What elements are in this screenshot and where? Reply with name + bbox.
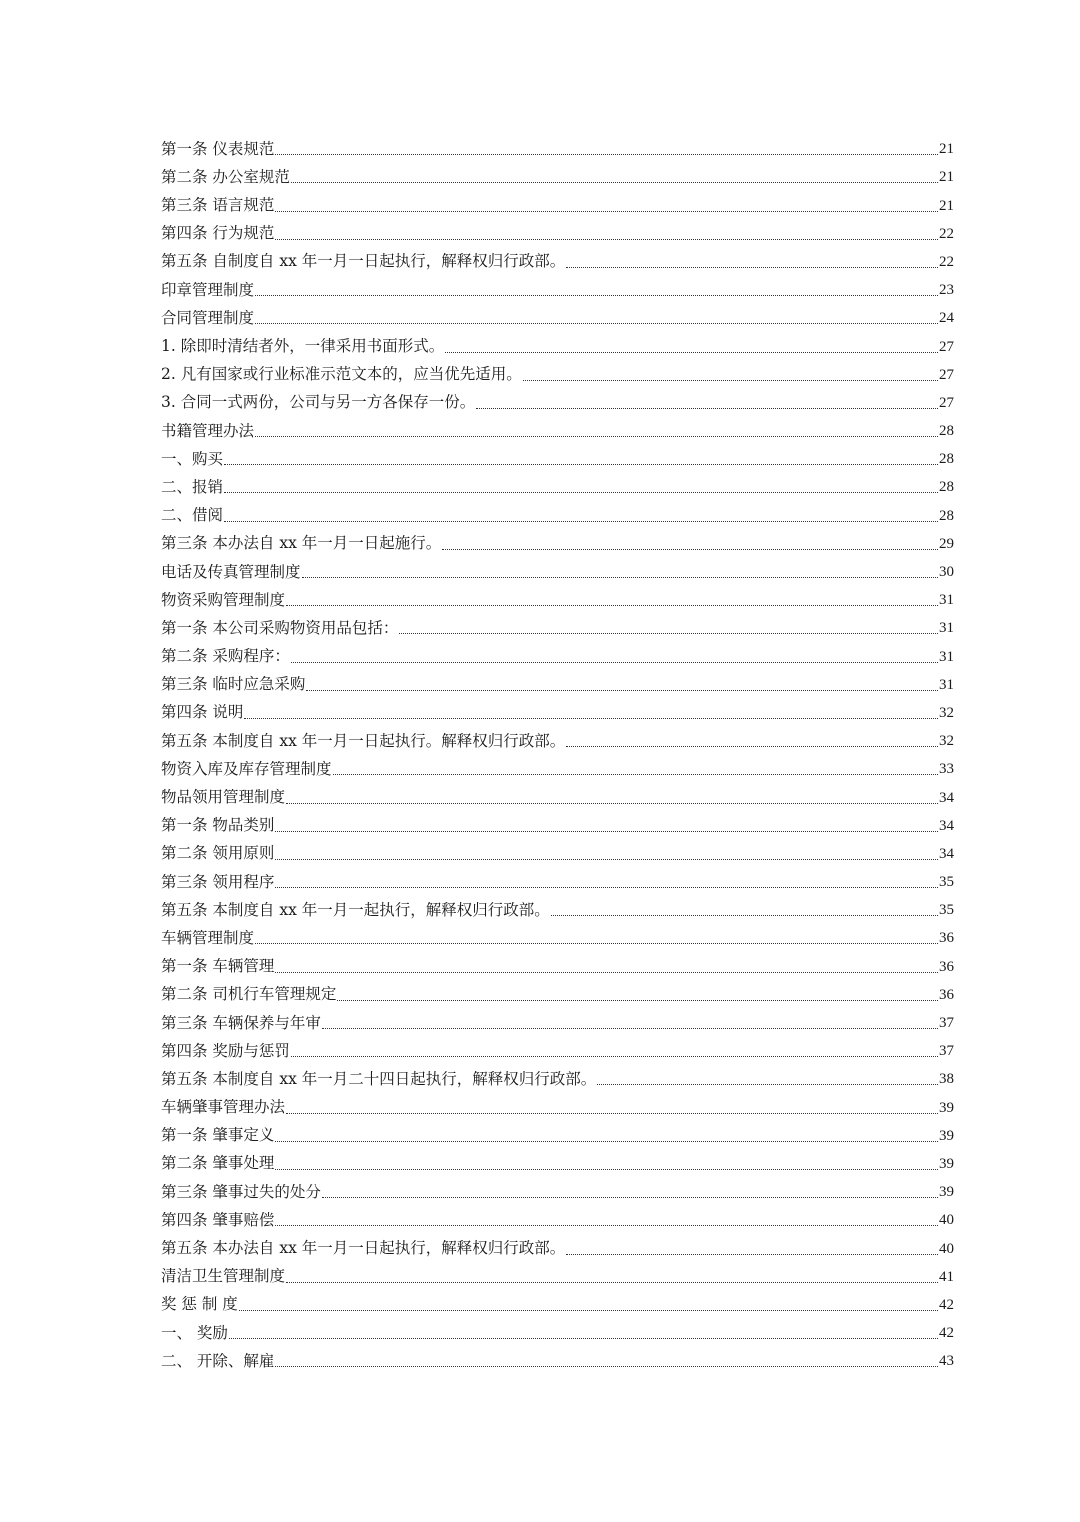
toc-entry-page-number: 22 [939,225,954,242]
toc-entry-title: 第四条 肇事赔偿 [161,1210,275,1229]
toc-entry-title: 物品领用管理制度 [161,788,286,806]
toc-dot-leader [399,633,938,634]
toc-dot-leader [322,1028,938,1029]
toc-entry-page-number: 39 [939,1184,954,1201]
toc-entry[interactable] [161,612,954,640]
toc-entry-title: 第一条 仪表规范 [161,139,275,158]
toc-entry[interactable] [161,669,954,697]
toc-entry-title: 一、 奖励 [161,1323,228,1342]
toc-dot-leader [337,1000,938,1001]
toc-entry-page-number: 39 [939,1127,954,1144]
toc-dot-leader [244,718,938,719]
toc-entry-page-number: 27 [939,366,954,383]
toc-entry[interactable] [161,133,954,161]
toc-dot-leader [523,380,938,381]
toc-dot-leader [322,1197,938,1198]
toc-entry[interactable] [161,1148,954,1176]
toc-entry-title: 第五条 本制度自 xx 年一月一起执行，解释权归行政部。 [161,900,550,919]
toc-entry-page-number: 28 [939,451,954,468]
toc-entry[interactable] [161,302,954,330]
toc-entry-page-number: 36 [939,986,954,1003]
toc-entry-page-number: 31 [939,620,954,637]
toc-dot-leader [255,436,938,437]
toc-entry-title: 第二条 办公室规范 [161,167,290,186]
toc-entry-title: 第三条 临时应急采购 [161,675,306,694]
toc-entry[interactable] [161,218,954,246]
toc-entry[interactable] [161,499,954,527]
toc-entry-page-number: 32 [939,733,954,750]
toc-entry-page-number: 34 [939,817,954,834]
toc-entry-page-number: 40 [939,1212,954,1229]
toc-entry[interactable] [161,1035,954,1063]
toc-entry[interactable] [161,1007,954,1035]
toc-entry-title: 奖 惩 制 度 [161,1295,238,1314]
toc-entry-page-number: 21 [939,169,954,186]
toc-entry-page-number: 39 [939,1099,954,1116]
toc-entry[interactable] [161,838,954,866]
toc-dot-leader [275,239,938,240]
toc-dot-leader [286,803,938,804]
toc-entry-page-number: 21 [939,197,954,214]
toc-dot-leader [239,1310,938,1311]
toc-dot-leader [445,352,938,353]
toc-entry-page-number: 36 [939,930,954,947]
toc-dot-leader [306,690,938,691]
toc-entry-page-number: 34 [939,845,954,862]
toc-dot-leader [275,859,938,860]
toc-entry[interactable] [161,1204,954,1232]
toc-entry-page-number: 39 [939,1155,954,1172]
toc-entry-page-number: 35 [939,874,954,891]
toc-entry-title: 第三条 车辆保养与年审 [161,1013,321,1032]
toc-entry[interactable] [161,1232,954,1260]
toc-entry-title: 第五条 本制度自 xx 年一月一日起执行。解释权归行政部。 [161,731,566,750]
toc-entry-page-number: 42 [939,1296,954,1313]
toc-dot-leader [291,1056,938,1057]
toc-entry-page-number: 31 [939,648,954,665]
toc-dot-leader [275,1169,938,1170]
toc-entry[interactable] [161,781,954,809]
toc-dot-leader [442,549,938,550]
toc-entry[interactable] [161,1317,954,1345]
toc-entry-title: 第三条 本办法自 xx 年一月一日起施行。 [161,534,442,553]
toc-entry[interactable] [161,556,954,584]
toc-dot-leader [275,154,938,155]
toc-dot-leader [291,662,938,663]
toc-dot-leader [275,1366,938,1367]
toc-entry-title: 第四条 行为规范 [161,224,275,243]
toc-entry[interactable] [161,1261,954,1289]
toc-dot-leader [275,831,938,832]
toc-dot-leader [224,492,938,493]
toc-dot-leader [255,323,938,324]
toc-entry[interactable] [161,866,954,894]
toc-entry-page-number: 28 [939,507,954,524]
toc-dot-leader [333,774,938,775]
toc-entry[interactable] [161,725,954,753]
toc-entry-title: 第五条 本制度自 xx 年一月二十四日起执行，解释权归行政部。 [161,1069,597,1088]
toc-dot-leader [551,915,938,916]
toc-entry[interactable] [161,161,954,189]
toc-entry[interactable] [161,1289,954,1317]
toc-dot-leader [302,577,938,578]
toc-entry-title: 第二条 领用原则 [161,844,275,863]
toc-entry-title: 车辆肇事管理办法 [161,1098,286,1117]
toc-entry-page-number: 35 [939,902,954,919]
toc-dot-leader [255,295,938,296]
toc-entry[interactable] [161,950,954,978]
toc-entry[interactable] [161,330,954,358]
toc-entry-page-number: 33 [939,761,954,778]
toc-dot-leader [275,972,938,973]
toc-entry-page-number: 27 [939,394,954,411]
toc-entry[interactable] [161,697,954,725]
toc-entry-page-number: 34 [939,789,954,806]
toc-dot-leader [224,521,938,522]
toc-entry-title: 物资入库及库存管理制度 [161,759,332,778]
toc-entry-page-number: 22 [939,253,954,270]
toc-entry[interactable] [161,471,954,499]
toc-entry-title: 书籍管理办法 [161,421,255,440]
toc-entry-page-number: 37 [939,1043,954,1060]
toc-entry-title: 2. 凡有国家或行业标准示范文本的，应当优先适用。 [161,365,522,384]
toc-dot-leader [275,211,938,212]
toc-entry-page-number: 27 [939,338,954,355]
toc-entry-title: 第二条 司机行车管理规定 [161,985,337,1004]
toc-dot-leader [566,746,938,747]
toc-entry-title: 第三条 语言规范 [161,196,275,215]
toc-dot-leader [275,1225,938,1226]
toc-entry-title: 物资采购管理制度 [161,590,286,609]
toc-dot-leader [229,1338,938,1339]
toc-entry[interactable] [161,979,954,1007]
toc-entry[interactable] [161,1120,954,1148]
toc-entry[interactable] [161,246,954,274]
toc-entry-title: 第五条 本办法自 xx 年一月一日起执行，解释权归行政部。 [161,1239,566,1257]
toc-entry-title: 第二条 肇事处理 [161,1154,275,1173]
toc-dot-leader [566,1254,938,1255]
toc-dot-leader [224,464,938,465]
toc-entry-page-number: 30 [939,564,954,580]
toc-entry[interactable] [161,443,954,471]
toc-entry-title: 二、报销 [161,477,224,496]
toc-entry-title: 3. 合同一式两份，公司与另一方各保存一份。 [161,393,476,412]
toc-entry-title: 第四条 奖励与惩罚 [161,1041,290,1060]
toc-entry-page-number: 41 [939,1268,954,1285]
toc-entry[interactable] [161,584,954,612]
toc-entry-title: 合同管理制度 [161,308,255,327]
toc-entry-page-number: 42 [939,1325,954,1342]
toc-entry[interactable] [161,528,954,556]
toc-entry[interactable] [161,189,954,217]
toc-entry[interactable] [161,640,954,668]
toc-entry-title: 电话及传真管理制度 [161,562,301,581]
toc-entry-title: 一、购买 [161,449,224,468]
toc-entry-title: 第一条 本公司采购物资用品包括： [161,618,399,637]
toc-entry[interactable] [161,359,954,387]
toc-dot-leader [566,267,938,268]
toc-entry[interactable] [161,274,954,302]
toc-entry[interactable] [161,387,954,415]
toc-entry-title: 二、 开除、解雇 [161,1351,275,1370]
toc-entry-page-number: 38 [939,1071,954,1088]
toc-entry-title: 车辆管理制度 [161,928,255,947]
toc-entry-page-number: 32 [939,704,954,721]
toc-entry-page-number: 43 [939,1353,954,1370]
toc-entry[interactable] [161,415,954,443]
toc-dot-leader [286,1282,938,1283]
toc-entry-page-number: 21 [939,141,954,158]
toc-dot-leader [597,1084,938,1085]
toc-entry-page-number: 31 [939,592,954,609]
toc-entry[interactable] [161,1176,954,1204]
toc-entry[interactable] [161,1345,954,1373]
toc-entry-page-number: 28 [939,423,954,440]
toc-entry-title: 第一条 肇事定义 [161,1126,275,1145]
toc-entry[interactable] [161,922,954,950]
toc-entry-title: 二、借阅 [161,506,224,525]
toc-dot-leader [286,605,938,606]
toc-entry[interactable] [161,753,954,781]
table-of-contents [161,133,954,1373]
toc-entry-page-number: 24 [939,310,954,327]
toc-dot-leader [275,887,938,888]
toc-entry-title: 印章管理制度 [161,280,255,299]
toc-entry[interactable] [161,894,954,922]
toc-dot-leader [291,182,938,183]
toc-dot-leader [476,408,938,409]
toc-entry-title: 第五条 自制度自 xx 年一月一日起执行，解释权归行政部。 [161,252,566,271]
toc-entry[interactable] [161,810,954,838]
toc-dot-leader [275,1141,938,1142]
toc-entry-title: 第二条 采购程序： [161,647,290,666]
toc-entry-title: 第三条 领用程序 [161,872,275,891]
toc-entry-page-number: 23 [939,282,954,299]
toc-entry[interactable] [161,1063,954,1091]
toc-entry-title: 清洁卫生管理制度 [161,1267,286,1286]
toc-dot-leader [286,1113,938,1114]
toc-entry-page-number: 31 [939,676,954,693]
toc-entry[interactable] [161,1091,954,1119]
toc-entry-page-number: 40 [939,1240,954,1257]
toc-entry-title: 第四条 说明 [161,703,244,722]
toc-entry-page-number: 37 [939,1015,954,1031]
toc-entry-page-number: 29 [939,535,954,552]
toc-entry-title: 第一条 物品类别 [161,816,275,835]
toc-entry-title: 1. 除即时清结者外，一律采用书面形式。 [161,337,445,355]
toc-entry-page-number: 28 [939,479,954,496]
toc-entry-page-number: 36 [939,958,954,975]
toc-dot-leader [255,943,938,944]
toc-entry-title: 第三条 肇事过失的处分 [161,1182,321,1201]
toc-entry-title: 第一条 车辆管理 [161,957,275,976]
